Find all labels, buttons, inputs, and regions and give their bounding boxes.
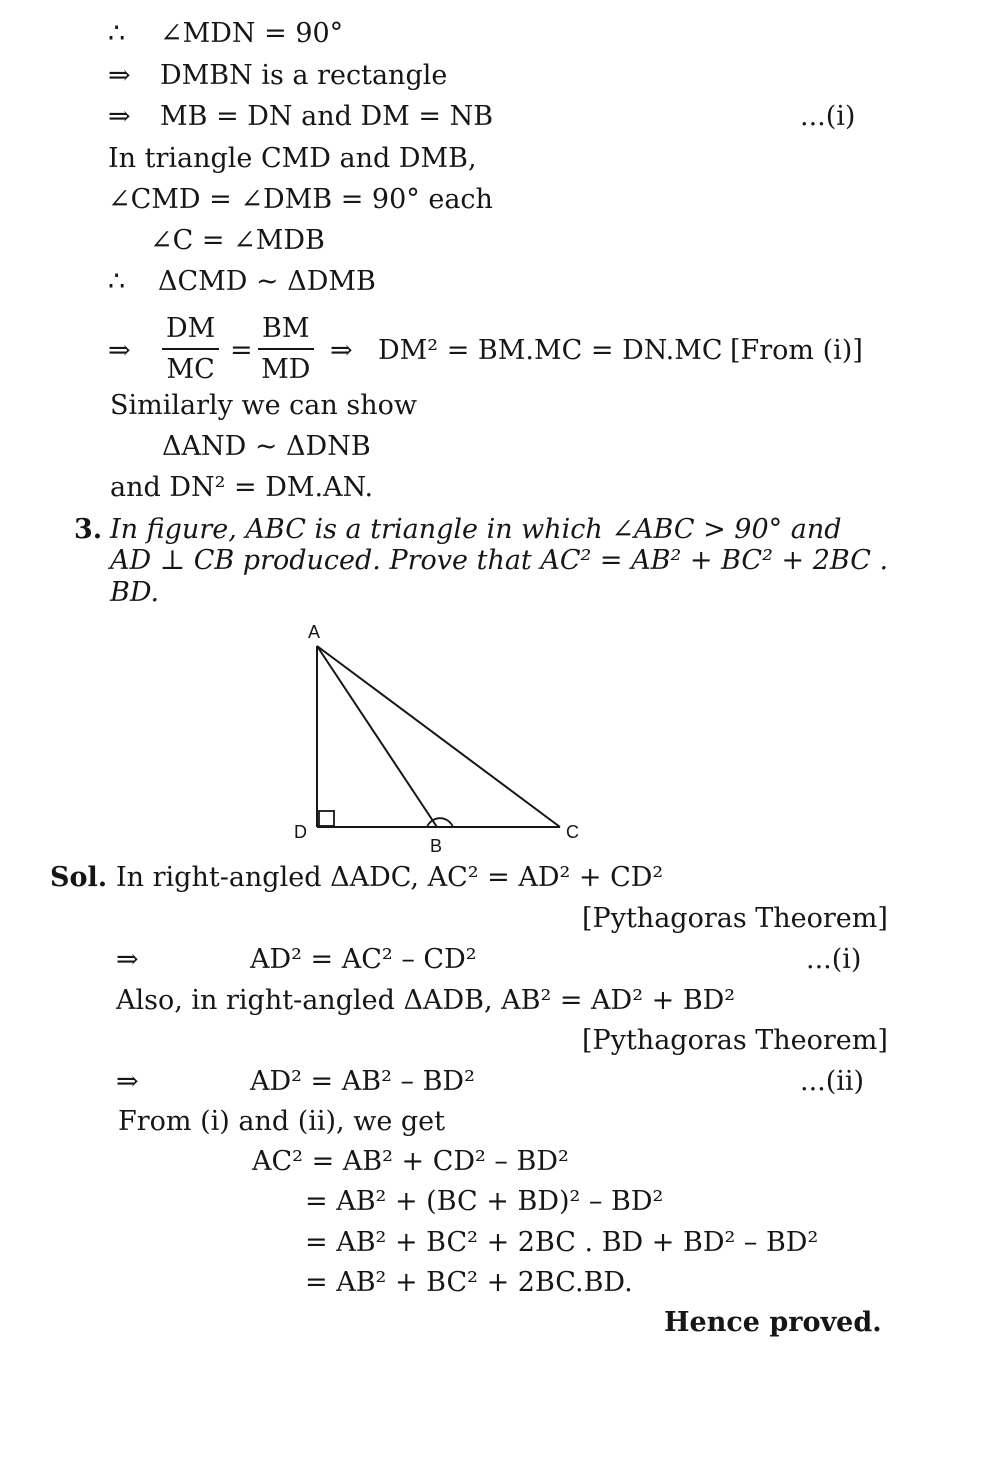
solution-line: Also, in right-angled ΔADB, AB² = AD² + BD² bbox=[116, 985, 736, 1016]
derivation-step: = AB² + BC² + 2BC . BD + BD² – BD² bbox=[305, 1227, 819, 1258]
reason-pythagoras: [Pythagoras Theorem] bbox=[582, 903, 888, 934]
reason-pythagoras: [Pythagoras Theorem] bbox=[582, 1025, 888, 1056]
vertex-label-b: B bbox=[430, 836, 443, 856]
solution-line: AD² = AB² – BD² bbox=[250, 1066, 475, 1097]
statement-triangles: In triangle CMD and DMB, bbox=[108, 143, 477, 174]
statement-similarly: Similarly we can show bbox=[110, 390, 417, 421]
conclusion: Hence proved. bbox=[664, 1307, 882, 1338]
fraction-dm-mc bbox=[162, 313, 219, 385]
equation-ref: ...(i) bbox=[806, 944, 862, 975]
equals-sign: = bbox=[230, 335, 253, 366]
segment-ac bbox=[317, 646, 560, 827]
statement-mb-dn: MB = DN and DM = NB bbox=[160, 101, 494, 132]
question-text-line: BD. bbox=[110, 577, 160, 608]
equation-ref: ...(i) bbox=[800, 101, 856, 132]
implies-symbol: ⇒ bbox=[330, 335, 353, 366]
statement-angle-c: ∠C = ∠MDB bbox=[150, 225, 325, 256]
statement-angle-mdn: ∠MDN = 90° bbox=[160, 18, 344, 49]
fraction-denominator: MC bbox=[166, 354, 215, 385]
fraction-numerator: BM bbox=[258, 313, 314, 350]
implies-symbol: ⇒ bbox=[116, 944, 139, 975]
implies-symbol: ⇒ bbox=[108, 101, 131, 132]
statement-similar-and: ΔAND ~ ΔDNB bbox=[162, 431, 371, 462]
fraction-bm-md bbox=[258, 313, 314, 385]
fraction-numerator: DM bbox=[162, 313, 219, 350]
solution-line: In right-angled ΔADC, AC² = AD² + CD² bbox=[116, 862, 664, 893]
implies-symbol: ⇒ bbox=[108, 60, 131, 91]
implies-symbol: ⇒ bbox=[116, 1066, 139, 1097]
question-number: 3. bbox=[74, 514, 103, 545]
vertex-label-a: A bbox=[308, 622, 321, 642]
derivation-step: AC² = AB² + CD² – BD² bbox=[252, 1146, 569, 1177]
right-angle-mark bbox=[319, 811, 334, 826]
therefore-symbol: ∴ bbox=[108, 266, 126, 297]
fraction-denominator: MD bbox=[261, 354, 311, 385]
equation-ref: ...(ii) bbox=[800, 1066, 865, 1097]
solution-label: Sol. bbox=[50, 862, 108, 893]
vertex-label-d: D bbox=[294, 822, 307, 842]
therefore-symbol: ∴ bbox=[108, 18, 126, 49]
solution-line: From (i) and (ii), we get bbox=[118, 1106, 446, 1137]
triangle-figure bbox=[290, 620, 610, 864]
statement-dm-squared: DM² = BM.MC = DN.MC bbox=[378, 335, 723, 366]
segment-ab bbox=[317, 646, 437, 827]
statement-similar-cmd: ΔCMD ~ ΔDMB bbox=[158, 266, 376, 297]
solution-line: AD² = AC² – CD² bbox=[250, 944, 477, 975]
statement-angles-90: ∠CMD = ∠DMB = 90° each bbox=[108, 184, 493, 215]
question-text-line: AD ⊥ CB produced. Prove that AC² = AB² + BC² + 2BC . bbox=[110, 545, 889, 576]
triangle-diagram bbox=[290, 620, 610, 860]
statement-dn-squared: and DN² = DM.AN. bbox=[110, 472, 374, 503]
vertex-label-c: C bbox=[566, 822, 579, 842]
implies-symbol: ⇒ bbox=[108, 335, 131, 366]
question-text-line: In figure, ABC is a triangle in which ∠ABC > 90° and bbox=[110, 514, 842, 545]
equation-ref: [From (i)] bbox=[730, 335, 863, 366]
derivation-step: = AB² + (BC + BD)² – BD² bbox=[305, 1186, 664, 1217]
derivation-step: = AB² + BC² + 2BC.BD. bbox=[305, 1267, 633, 1298]
statement-rectangle: DMBN is a rectangle bbox=[160, 60, 448, 91]
